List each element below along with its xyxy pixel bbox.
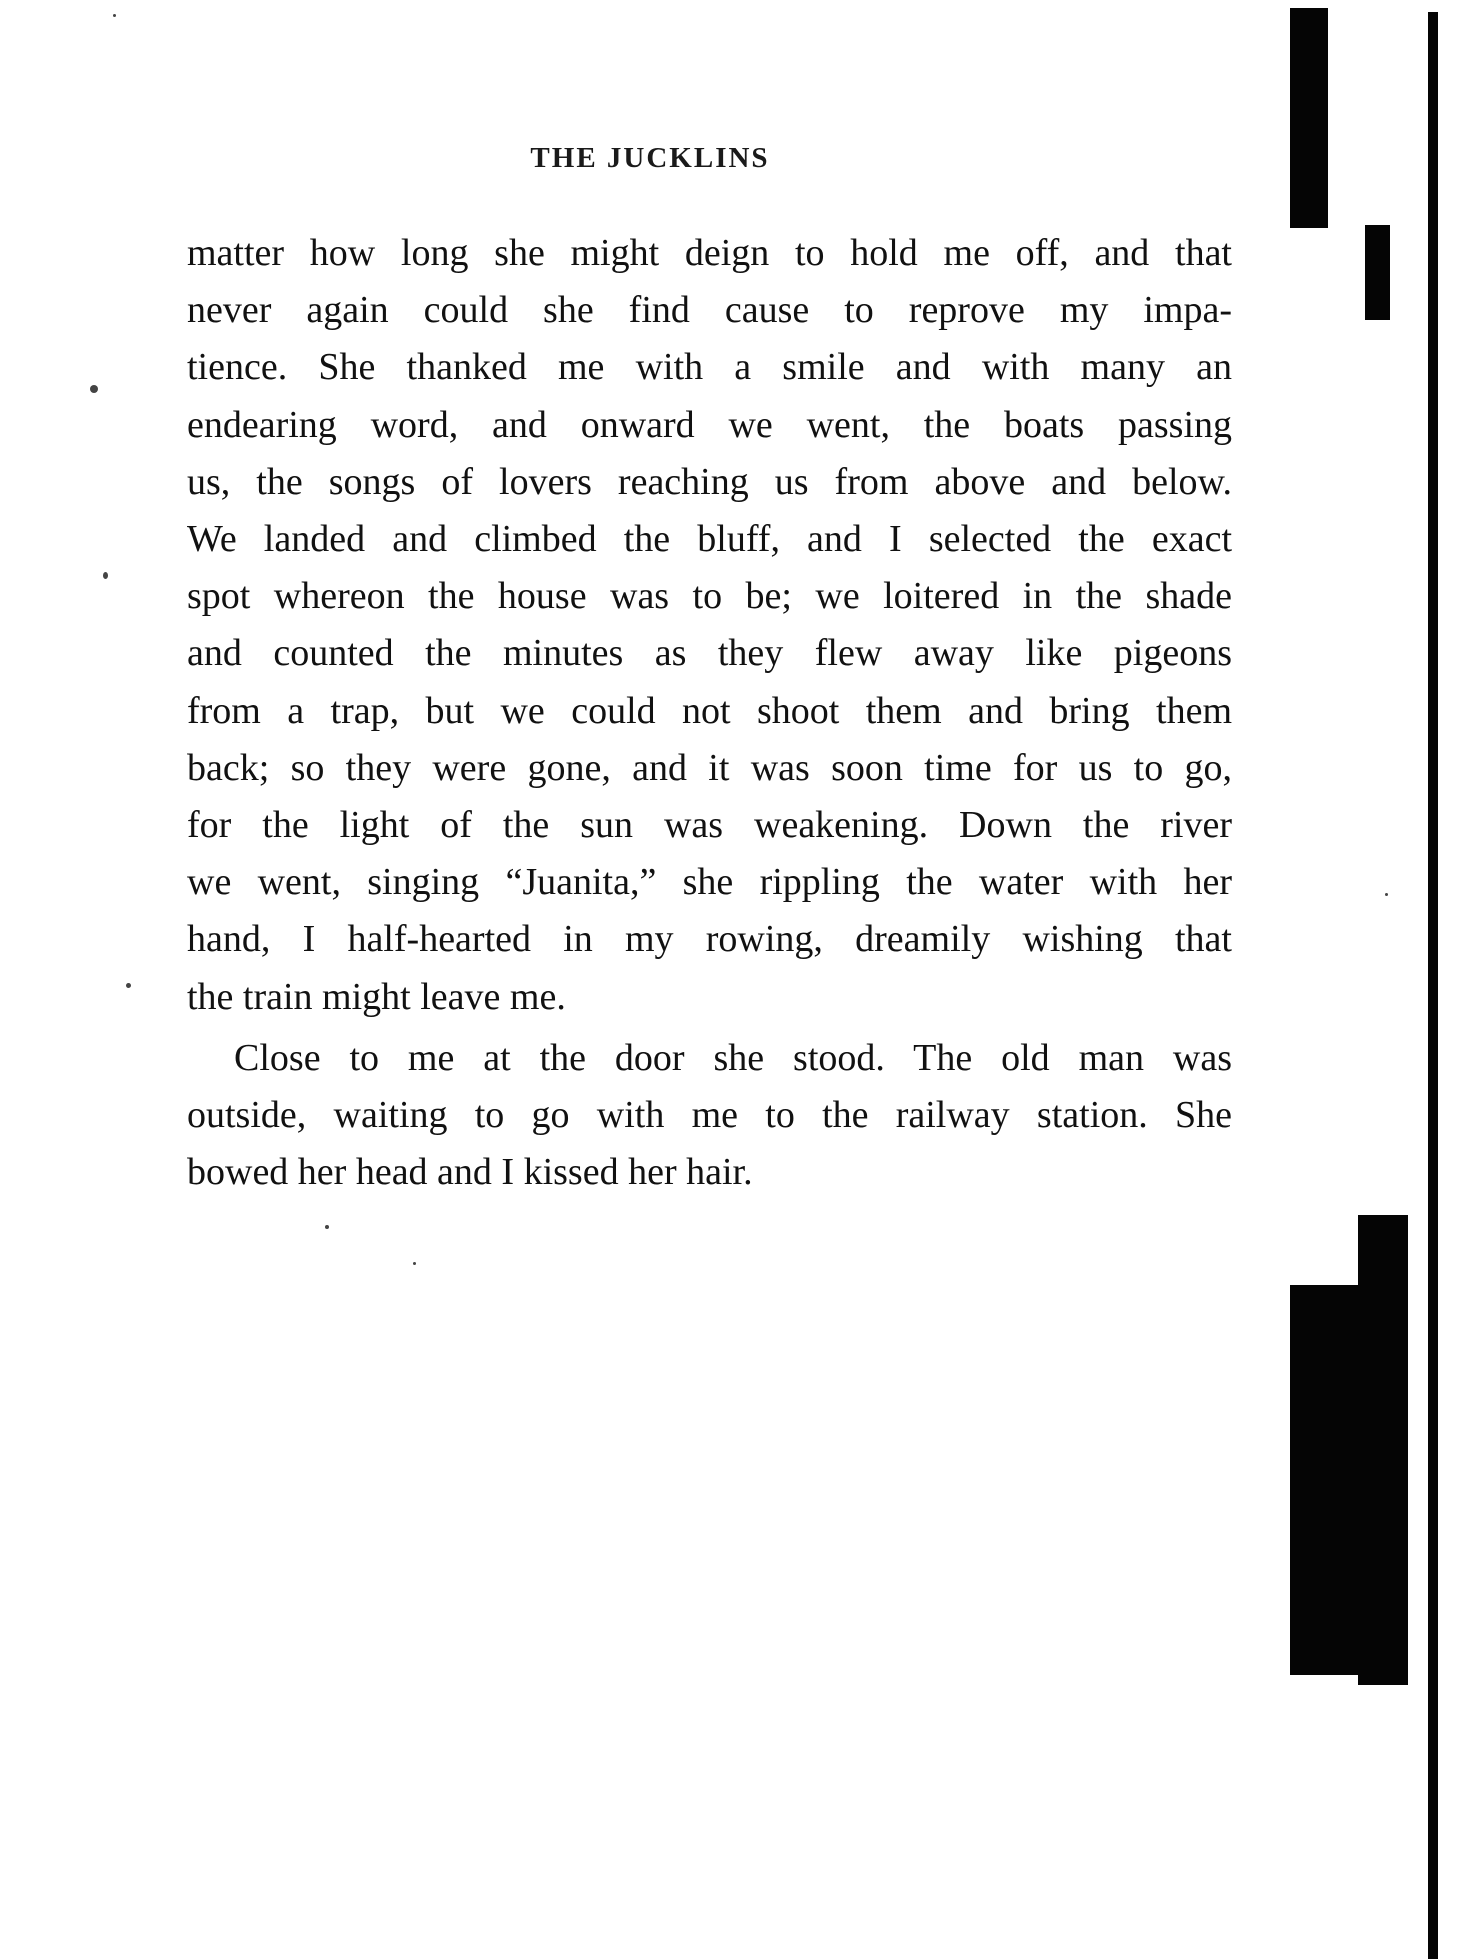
speck — [413, 1262, 416, 1265]
speck — [325, 1225, 329, 1229]
text-line: bowed her head and I kissed her hair. — [187, 1151, 753, 1194]
speck — [126, 983, 131, 988]
text-line: from a trap, but we could not shoot them and bring them — [187, 689, 1232, 732]
text-line: back; so they were gone, and it was soon time for us to go, — [187, 746, 1232, 789]
text-line: and counted the minutes as they flew away like pigeons — [187, 632, 1232, 675]
text-line: the train might leave me. — [187, 975, 566, 1018]
speck — [90, 385, 98, 393]
text-line: for the light of the sun was weakening. Down the river — [187, 804, 1232, 847]
running-head: THE JUCKLINS — [530, 142, 770, 174]
body-text — [187, 225, 1232, 1201]
speck — [103, 572, 108, 579]
text-line: spot whereon the house was to be; we loitered in the shade — [187, 575, 1232, 618]
text-line: We landed and climbed the bluff, and I selected the exact — [187, 518, 1232, 561]
text-line: Close to me at the door she stood. The old man was — [234, 1036, 1232, 1079]
text-line: hand, I half-hearted in my rowing, dreamily wishing that — [187, 918, 1232, 961]
scan-shadow-top — [1290, 8, 1328, 228]
speck — [1385, 893, 1388, 896]
scan-shadow-middle — [1358, 1215, 1408, 1685]
paragraph-2 — [187, 1030, 1232, 1202]
text-line: tience. She thanked me with a smile and with many an — [187, 346, 1232, 389]
speck — [113, 14, 116, 17]
text-line: never again could she find cause to reprove my impa- — [187, 289, 1232, 332]
text-line: we went, singing “Juanita,” she rippling the water with her — [187, 861, 1232, 904]
text-line: endearing word, and onward we went, the boats passing — [187, 403, 1232, 446]
page-edge-line — [1428, 12, 1438, 1959]
paragraph-1 — [187, 225, 1232, 1026]
scan-shadow-middle-left — [1290, 1285, 1360, 1675]
text-line: us, the songs of lovers reaching us from above and below. — [187, 460, 1232, 503]
text-line: outside, waiting to go with me to the railway station. She — [187, 1094, 1232, 1137]
scan-shadow-top-tail — [1365, 225, 1390, 320]
text-line: matter how long she might deign to hold me off, and that — [187, 232, 1232, 274]
